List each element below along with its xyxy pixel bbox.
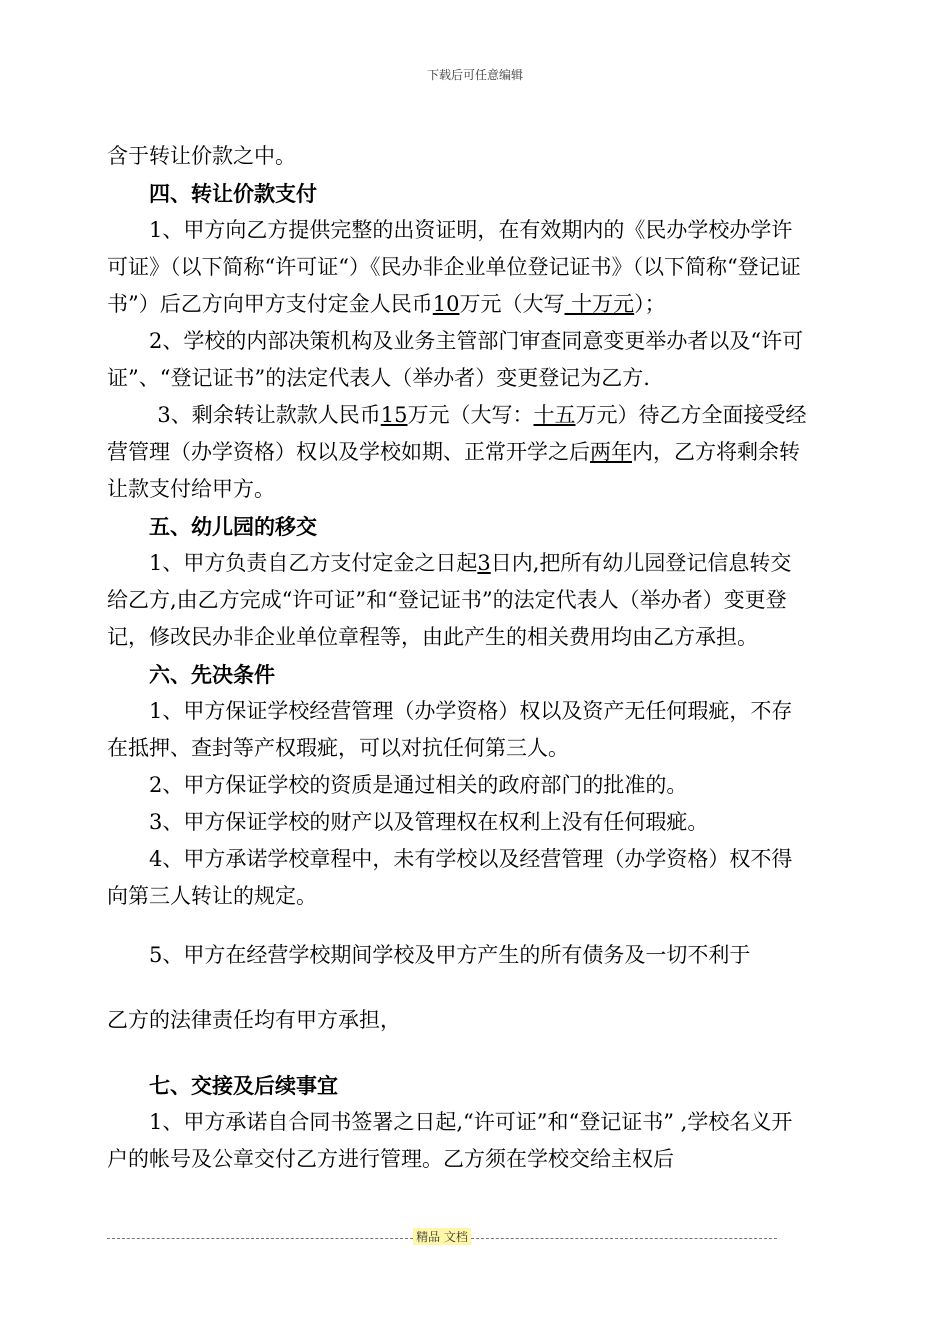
section-heading: 七、交接及后续事宜 — [149, 1073, 338, 1098]
section-heading: 四、转让价款支付 — [149, 181, 317, 206]
paragraph: 3、剩余转让款款人民币15万元（大写：十五万元）待乙方全面接受经营管理（办学资格）权以及学校如期、正常开学之后两年内，乙方将剩余转让款支付给甲方。 — [107, 403, 807, 501]
paragraph: 1、甲方负责自乙方支付定金之日起3日内,把所有幼儿园登记信息转交给乙方,由乙方完成“许可证”和“登记证书”的法定代表人（举办者）变更登记，修改民办非企业单位章程等，由此产生的相关费用均由乙方承担。 — [107, 551, 792, 649]
paragraph: 乙方的法律责任均有甲方承担， — [107, 1008, 401, 1032]
document-body — [107, 138, 807, 1178]
page-footer — [107, 1228, 777, 1245]
page-header: 下载后可任意编辑 — [426, 68, 523, 82]
paragraph: 1、甲方保证学校经营管理（办学资格）权以及资产无任何瑕疵，不存在抵押、查封等产权瑕疵，可以对抗任何第三人。 — [107, 699, 793, 760]
paragraph: 1、甲方承诺自合同书签署之日起,“许可证”和“登记证书” ,学校名义开户的帐号及公章交付乙方进行管理。乙方须在学校交给主权后 — [107, 1110, 793, 1171]
paragraph: 4、甲方承诺学校章程中，未有学校以及经营管理（办学资格）权不得向第三人转让的规定。 — [107, 847, 793, 908]
footer-dashed-rule — [471, 1235, 777, 1239]
paragraph: 3、甲方保证学校的财产以及管理权在权利上没有任何瑕疵。 — [149, 810, 709, 834]
footer-dashed-rule — [107, 1235, 413, 1239]
paragraph: 1、甲方向乙方提供完整的出资证明，在有效期内的《民办学校办学许可证》（以下简称“许可证“）《民办非企业单位登记证书》（以下简称“登记证书”）后乙方向甲方支付定金人民币10万元（大写 十万元）； — [107, 218, 801, 316]
section-heading: 五、幼儿园的移交 — [149, 514, 317, 539]
section-heading: 六、先决条件 — [149, 662, 275, 687]
paragraph: 2、甲方保证学校的资质是通过相关的政府部门的批准的。 — [149, 773, 688, 797]
footer-label: 精品 文档 — [413, 1228, 471, 1245]
paragraph: 2、学校的内部决策机构及业务主管部门审查同意变更举办者以及“许可证”、“登记证书”的法定代表人（举办者）变更登记为乙方. — [107, 329, 804, 390]
paragraph: 5、甲方在经营学校期间学校及甲方产生的所有债务及一切不利于 — [149, 943, 751, 967]
paragraph: 含于转让价款之中。 — [107, 144, 296, 168]
